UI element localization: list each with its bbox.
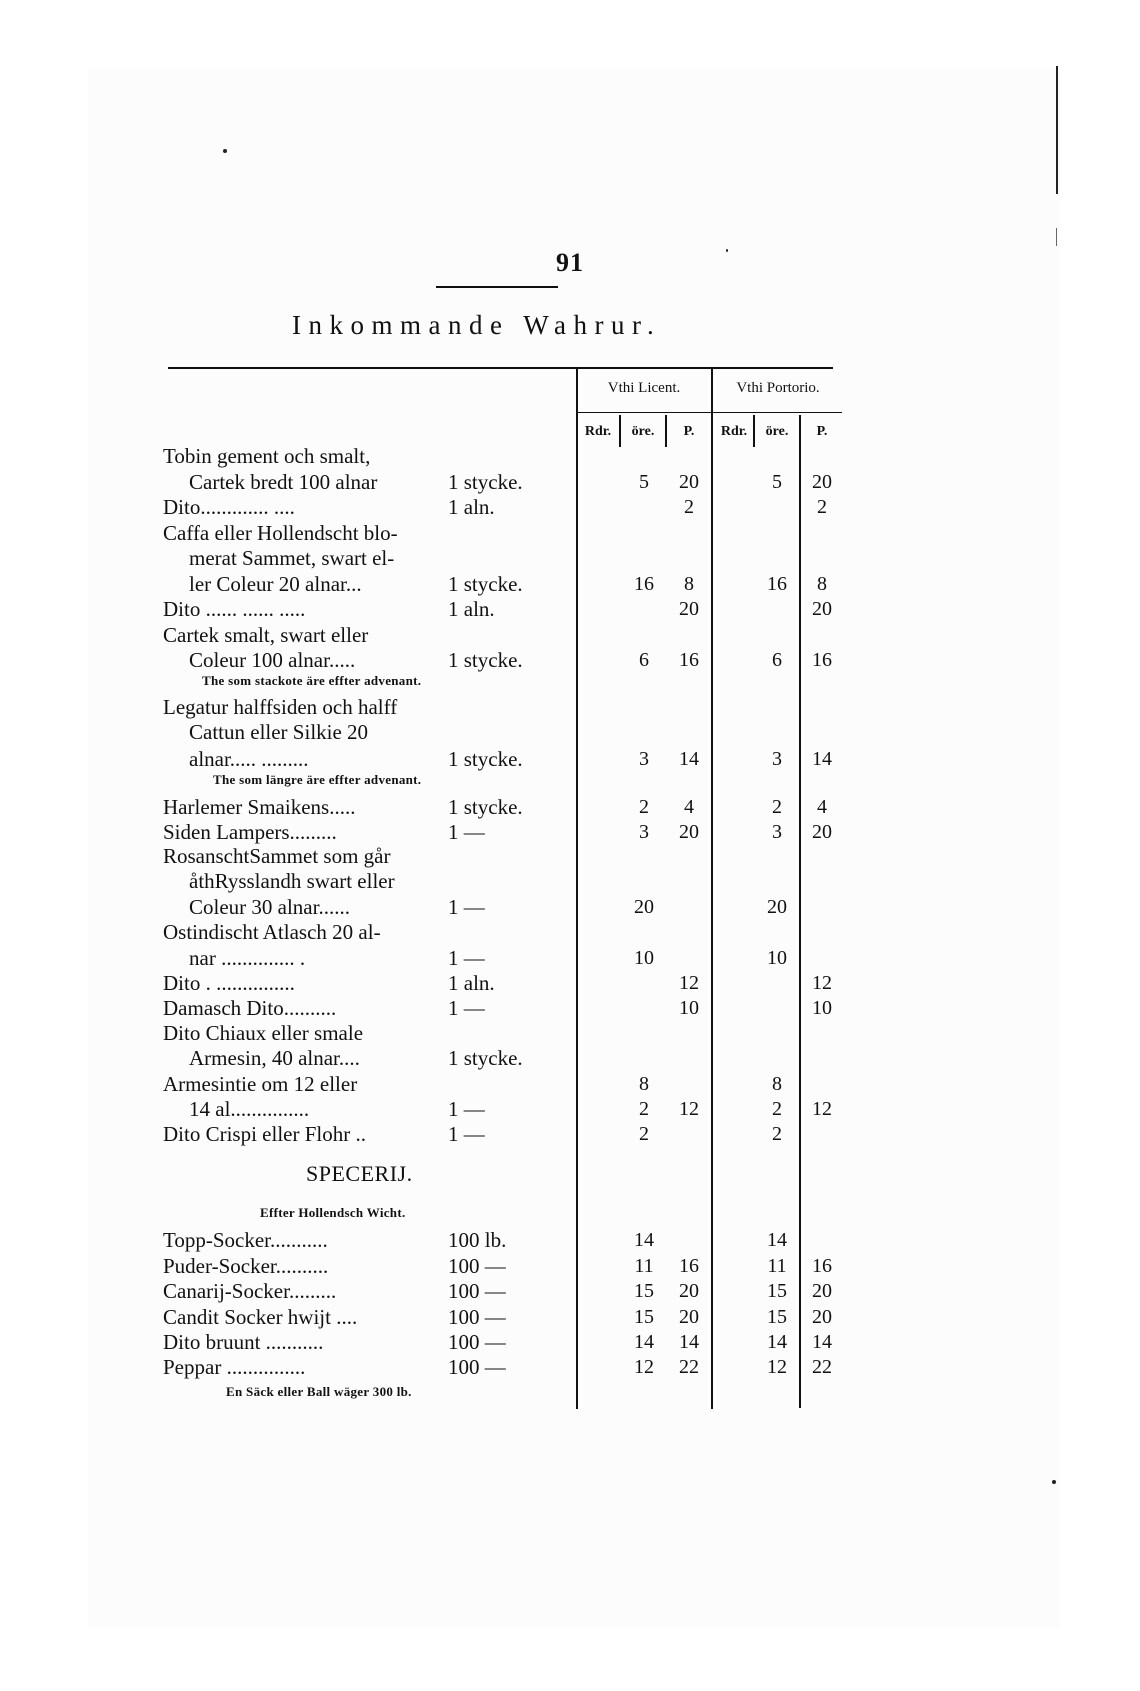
item-description: nar .............. . [189,946,306,970]
table-row [0,920,1140,945]
item-description: Peppar ............... [163,1355,306,1379]
portorio-p-value: 12 [812,972,832,994]
item-description: Caffa eller Hollendscht blo- [163,521,398,545]
licent-ore-value: 12 [634,1356,654,1378]
portorio-ore-value: 14 [767,1229,787,1251]
column-group-portorio: Vthi Portorio. [736,380,820,396]
portorio-ore-value: 2 [772,1098,782,1120]
portorio-ore-value: 15 [767,1306,787,1328]
item-description: Damasch Dito.......... [163,996,337,1020]
portorio-p-value: 20 [812,1306,832,1328]
item-quantity: 1 — [448,1122,485,1146]
licent-ore-value: 16 [634,573,654,595]
portorio-p-value: 2 [817,496,827,518]
column-group-licent: Vthi Licent. [607,380,681,396]
portorio-p-value: 22 [812,1356,832,1378]
item-description: Cattun eller Silkie 20 [189,720,369,744]
item-description: åthRysslandh swart eller [189,869,395,893]
licent-ore-value: 15 [634,1306,654,1328]
item-quantity: 1 — [448,820,485,844]
item-description: Coleur 100 alnar..... [189,648,356,672]
licent-ore-value: 14 [634,1331,654,1353]
item-description: Puder-Socker.......... [163,1254,329,1278]
table-row [0,470,1140,495]
page-number-rule [436,286,558,288]
licent-ore-value: 15 [634,1280,654,1302]
portorio-ore-value: 2 [772,796,782,818]
table-row [0,572,1140,597]
licent-p-value: 22 [679,1356,699,1378]
portorio-p-value: 20 [812,471,832,493]
licent-p-value: 8 [684,573,694,595]
item-quantity: 1 aln. [448,495,495,519]
item-description: Candit Socker hwijt .... [163,1305,358,1329]
item-description: Dito............. .... [163,495,295,519]
item-description: Canarij-Socker......... [163,1279,337,1303]
table-row [0,720,1140,745]
item-description: RosanschtSammet som går [163,844,391,868]
item-quantity: 100 — [448,1305,506,1329]
portorio-ore-value: 16 [767,573,787,595]
table-row [0,1305,1140,1330]
licent-ore-value: 2 [639,1123,649,1145]
licent-ore-value: 5 [639,471,649,493]
portorio-ore-value: 11 [767,1255,787,1277]
column-head-tick [665,415,667,447]
licent-p-value: 16 [679,1255,699,1277]
item-quantity: 1 aln. [448,971,495,995]
item-quantity: 100 — [448,1330,506,1354]
table-row [0,1046,1140,1071]
column-head-rdr: Rdr. [720,424,748,439]
item-description: Siden Lampers......... [163,820,337,844]
portorio-p-value: 16 [812,1255,832,1277]
licent-p-value: 20 [679,1306,699,1328]
licent-p-value: 20 [679,598,699,620]
item-description: Legatur halffsiden och halff [163,695,398,719]
licent-ore-value: 2 [639,1098,649,1120]
portorio-ore-value: 5 [772,471,782,493]
item-quantity: 1 stycke. [448,470,523,494]
scan-speck [223,149,227,153]
item-description: Armesin, 40 alnar.... [189,1046,360,1070]
table-note: The som längre äre effter advenant. [213,772,422,787]
licent-p-value: 20 [679,821,699,843]
portorio-p-value: 20 [812,598,832,620]
licent-p-value: 12 [679,972,699,994]
licent-ore-value: 20 [634,896,654,918]
column-head-tick [753,415,755,447]
table-row [0,971,1140,996]
licent-ore-value: 14 [634,1229,654,1251]
item-quantity: 1 stycke. [448,795,523,819]
item-quantity: 1 — [448,895,485,919]
table-row [0,844,1140,869]
section-heading: SPECERIJ. [306,1161,413,1186]
table-row [0,444,1140,469]
item-description: Ostindischt Atlasch 20 al- [163,920,381,944]
portorio-ore-value: 2 [772,1123,782,1145]
licent-ore-value: 8 [639,1073,649,1095]
scan-speck [1052,1480,1056,1484]
column-head-p: P. [816,424,828,439]
licent-ore-value: 10 [634,947,654,969]
table-row [0,1021,1140,1046]
item-description: Dito ...... ...... ..... [163,597,306,621]
licent-p-value: 10 [679,997,699,1019]
item-quantity: 100 — [448,1355,506,1379]
portorio-ore-value: 15 [767,1280,787,1302]
item-quantity: 100 — [448,1279,506,1303]
table-note: The som stackote äre effter advenant. [202,673,422,688]
table-row [0,946,1140,971]
item-quantity: 1 stycke. [448,747,523,771]
column-group-rule [576,412,842,413]
portorio-p-value: 14 [812,1331,832,1353]
item-description: Cartek bredt 100 alnar [189,470,378,494]
item-quantity: 1 stycke. [448,1046,523,1070]
licent-ore-value: 3 [639,748,649,770]
portorio-p-value: 10 [812,997,832,1019]
portorio-p-value: 16 [812,649,832,671]
column-head-ore: öre. [765,424,789,439]
item-description: Coleur 30 alnar...... [189,895,350,919]
page-number: 91 [556,248,584,277]
scan-edge-line [1056,66,1058,194]
portorio-ore-value: 10 [767,947,787,969]
table-row [0,597,1140,622]
table-row [0,495,1140,520]
table-row [0,996,1140,1021]
scan-edge-mark [1056,228,1057,246]
item-description: Topp-Socker........... [163,1228,328,1252]
portorio-ore-value: 3 [772,748,782,770]
item-description: Armesintie om 12 eller [163,1072,358,1096]
column-head-tick [619,415,621,447]
portorio-ore-value: 14 [767,1331,787,1353]
licent-p-value: 4 [684,796,694,818]
item-description: 14 al............... [189,1097,310,1121]
portorio-p-value: 14 [812,748,832,770]
table-row [0,869,1140,894]
portorio-ore-value: 20 [767,896,787,918]
item-description: merat Sammet, swart el- [189,546,395,570]
licent-p-value: 16 [679,649,699,671]
licent-p-value: 14 [679,748,699,770]
licent-ore-value: 11 [634,1255,654,1277]
column-head-ore: öre. [631,424,655,439]
table-row [0,623,1140,648]
item-quantity: 1 — [448,946,485,970]
portorio-p-value: 20 [812,821,832,843]
table-row [0,747,1140,772]
table-row [0,1122,1140,1147]
table-row [0,1330,1140,1355]
column-head-p: P. [683,424,695,439]
portorio-ore-value: 6 [772,649,782,671]
portorio-ore-value: 3 [772,821,782,843]
portorio-p-value: 20 [812,1280,832,1302]
table-row [0,648,1140,673]
table-note: En Säck eller Ball wäger 300 lb. [226,1384,412,1399]
table-row [0,1355,1140,1380]
licent-ore-value: 6 [639,649,649,671]
portorio-p-value: 8 [817,573,827,595]
item-description: Dito Crispi eller Flohr .. [163,1122,366,1146]
licent-p-value: 14 [679,1331,699,1353]
licent-p-value: 20 [679,1280,699,1302]
item-description: Dito Chiaux eller smale [163,1021,364,1045]
table-row [0,1279,1140,1304]
table-row [0,795,1140,820]
table-row [0,546,1140,571]
licent-ore-value: 2 [639,796,649,818]
item-quantity: 100 — [448,1254,506,1278]
licent-ore-value: 3 [639,821,649,843]
table-note: Effter Hollendsch Wicht. [260,1205,406,1220]
item-description: Harlemer Smaikens..... [163,795,356,819]
item-quantity: 1 stycke. [448,572,523,596]
licent-p-value: 20 [679,471,699,493]
item-description: ler Coleur 20 alnar... [189,572,362,596]
licent-p-value: 2 [684,496,694,518]
portorio-p-value: 12 [812,1098,832,1120]
item-description: alnar..... ......... [189,747,309,771]
item-quantity: 1 aln. [448,597,495,621]
item-quantity: 1 stycke. [448,648,523,672]
table-row [0,695,1140,720]
table-row [0,521,1140,546]
table-row [0,1228,1140,1253]
item-description: Dito . ............... [163,971,295,995]
table-row [0,1097,1140,1122]
table-row [0,1254,1140,1279]
table-row [0,1072,1140,1097]
header-rule [168,367,833,369]
item-quantity: 1 — [448,996,485,1020]
page-title: Inkommande Wahrur. [292,310,662,340]
licent-p-value: 12 [679,1098,699,1120]
item-quantity: 100 lb. [448,1228,507,1252]
portorio-ore-value: 12 [767,1356,787,1378]
portorio-ore-value: 8 [772,1073,782,1095]
item-description: Dito bruunt ........... [163,1330,324,1354]
table-row [0,895,1140,920]
portorio-p-value: 4 [817,796,827,818]
item-quantity: 1 — [448,1097,485,1121]
item-description: Tobin gement och smalt, [163,444,371,468]
item-description: Cartek smalt, swart eller [163,623,369,647]
table-row [0,820,1140,845]
column-head-rdr: Rdr. [584,424,612,439]
